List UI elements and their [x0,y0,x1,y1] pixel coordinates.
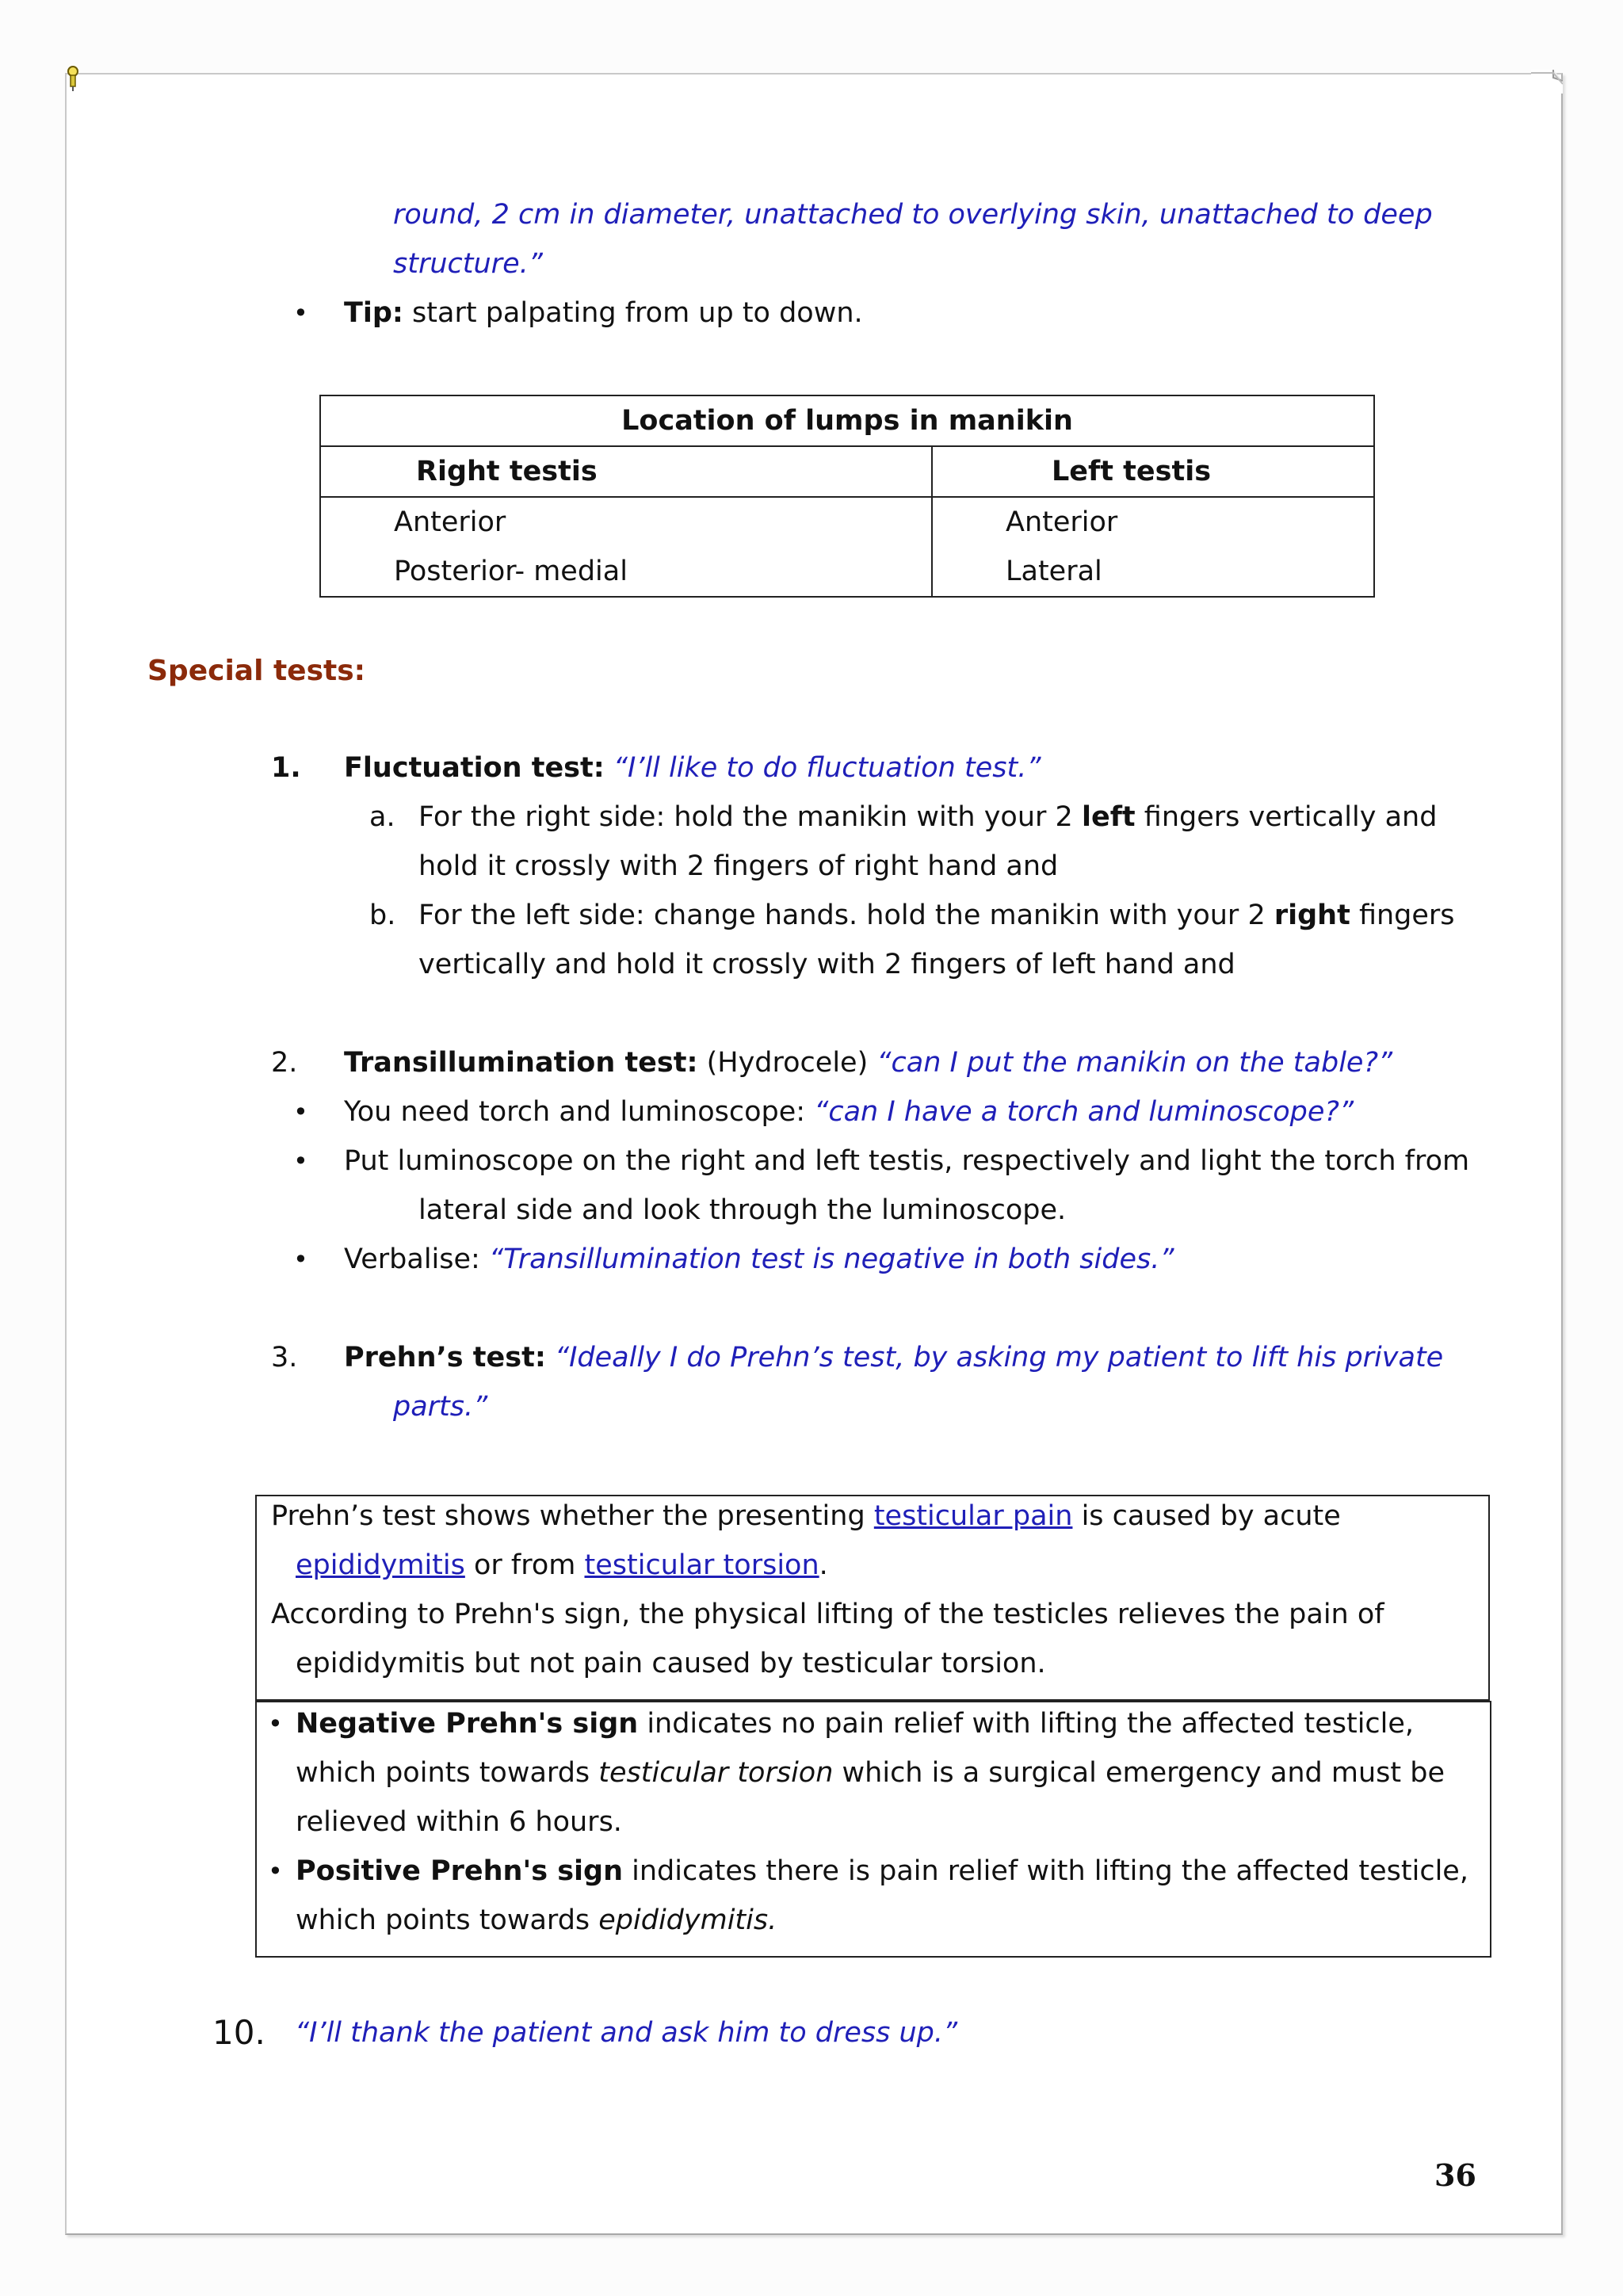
closing-number: 10. [212,2013,265,2052]
fluctuation-line [344,743,1041,793]
prehn-line1 [344,1333,1443,1382]
lumps-table [319,395,1375,598]
right-lump-1: Anterior [394,506,506,538]
left-lump-1: Anterior [1006,506,1118,538]
header-right-testis: Right testis [320,446,932,497]
closing-quote: “I’ll thank the patient and ask him to dress up.” [295,2017,958,2049]
header-left-testis: Left testis [932,446,1374,497]
negative-sign-post: which is a surgical emergency and must be [833,1757,1445,1789]
bullet3-text: Verbalise: [344,1244,489,1275]
fluctuation-b-text: For the left side: change hands. hold the manikin with your 2 [418,900,1274,931]
negative-sign-line1 [296,1699,1414,1748]
tip-label: Tip: [344,297,403,329]
fluctuation-a-post: fingers vertically and [1135,801,1438,833]
fluctuation-label: Fluctuation test: [344,752,605,784]
tip-text: start palpating from up to down. [403,297,863,329]
transillumination-bullet1 [344,1087,1354,1137]
prehn-box-line2 [296,1541,828,1590]
transillumination-bullet2-line2: lateral side and look through the luminoscope. [418,1194,1067,1226]
positive-sign-label: Positive Prehn's sign [296,1855,624,1887]
bullet-icon: • [293,1146,308,1176]
right-lump-2: Posterior- medial [394,556,628,587]
transillumination-quote: “can I put the manikin on the table?” [876,1047,1393,1079]
fluctuation-b-post: fingers [1350,900,1455,931]
negative-sign-line3: relieved within 6 hours. [296,1806,622,1838]
prehn-box-text-post: is caused by acute [1072,1500,1341,1532]
bullet-icon: • [293,298,308,328]
transillumination-line [344,1038,1392,1087]
negative-sign-italic: testicular torsion [598,1757,834,1789]
prehn-box-line4: epididymitis but not pain caused by testicular torsion. [296,1648,1046,1679]
fluctuation-b-line2: vertically and hold it crossly with 2 fingers of left hand and [418,949,1235,980]
prehn-box-line3: According to Prehn's sign, the physical lifting of the testicles relieves the pain of [271,1599,1384,1630]
fluctuation-a-bold: left [1081,801,1136,833]
prehn-box-text: Prehn’s test shows whether the presenting [271,1500,874,1532]
page-number: 36 [1434,2157,1476,2193]
fluctuation-b-marker: b. [369,900,396,931]
testicular-pain-link[interactable]: testicular pain [873,1500,1073,1532]
transillumination-bullet2-line1: Put luminoscope on the right and left testis, respectively and light the torch from [344,1145,1470,1177]
fluctuation-a-marker: a. [369,801,395,833]
fluctuation-quote: “I’ll like to do fluctuation test.” [604,752,1041,784]
bullet3-quote: “Transillumination test is negative in both sides.” [488,1244,1174,1275]
negative-sign-line2 [296,1748,1445,1797]
tip-line [344,288,863,338]
intro-quote-line2: structure.” [393,248,543,280]
testicular-torsion-link[interactable]: testicular torsion [584,1549,819,1581]
transillumination-number: 2. [271,1047,298,1079]
transillumination-note: (Hydrocele) [697,1047,877,1079]
bullet-icon: • [268,1709,283,1739]
fluctuation-number: 1. [271,752,301,784]
bullet-icon: • [293,1244,308,1274]
prehn-box-period: . [819,1549,828,1581]
prehn-label: Prehn’s test: [344,1342,546,1373]
fluctuation-b-bold: right [1274,900,1350,931]
prehn-quote: “Ideally I do Prehn’s test, by asking my patient to lift his private [545,1342,1444,1373]
prehn-quote-line2: parts.” [393,1391,488,1423]
left-testis-cell [932,497,1374,597]
positive-sign-italic: epididymitis. [598,1904,777,1936]
table-caption: Location of lumps in manikin [320,395,1374,446]
prehn-number: 3. [271,1342,298,1373]
prehn-box-line1 [271,1492,1341,1541]
bullet-icon: • [268,1856,283,1886]
positive-sign-line2 [296,1896,777,1945]
negative-sign-label: Negative Prehn's sign [296,1708,639,1740]
bullet1-quote: “can I have a torch and luminoscope?” [814,1096,1354,1128]
bullet1-text: You need torch and luminoscope: [344,1096,815,1128]
positive-sign-text: indicates there is pain relief with lifting the affected testicle, [623,1855,1468,1887]
right-testis-cell [320,497,932,597]
special-tests-heading: Special tests: [147,655,366,687]
transillumination-label: Transillumination test: [344,1047,698,1079]
bullet-icon: • [293,1097,308,1127]
fluctuation-a-line2: hold it crossly with 2 fingers of right hand and [418,850,1059,882]
epididymitis-link[interactable]: epididymitis [296,1549,465,1581]
left-lump-2: Lateral [1006,556,1102,587]
fluctuation-b-line1 [418,891,1455,940]
negative-sign-pre: which points towards [296,1757,599,1789]
fluctuation-a-text: For the right side: hold the manikin with your 2 [418,801,1082,833]
intro-quote-line1: round, 2 cm in diameter, unattached to overlying skin, unattached to deep [393,199,1433,231]
page-fold-corner [1531,70,1563,94]
fluctuation-a-line1 [418,793,1437,842]
negative-sign-text: indicates no pain relief with lifting the affected testicle, [638,1708,1415,1740]
pin-icon [67,65,79,92]
transillumination-bullet3 [344,1235,1174,1284]
positive-sign-pre: which points towards [296,1904,599,1936]
positive-sign-line1 [296,1847,1468,1896]
prehn-box-mid: or from [464,1549,585,1581]
